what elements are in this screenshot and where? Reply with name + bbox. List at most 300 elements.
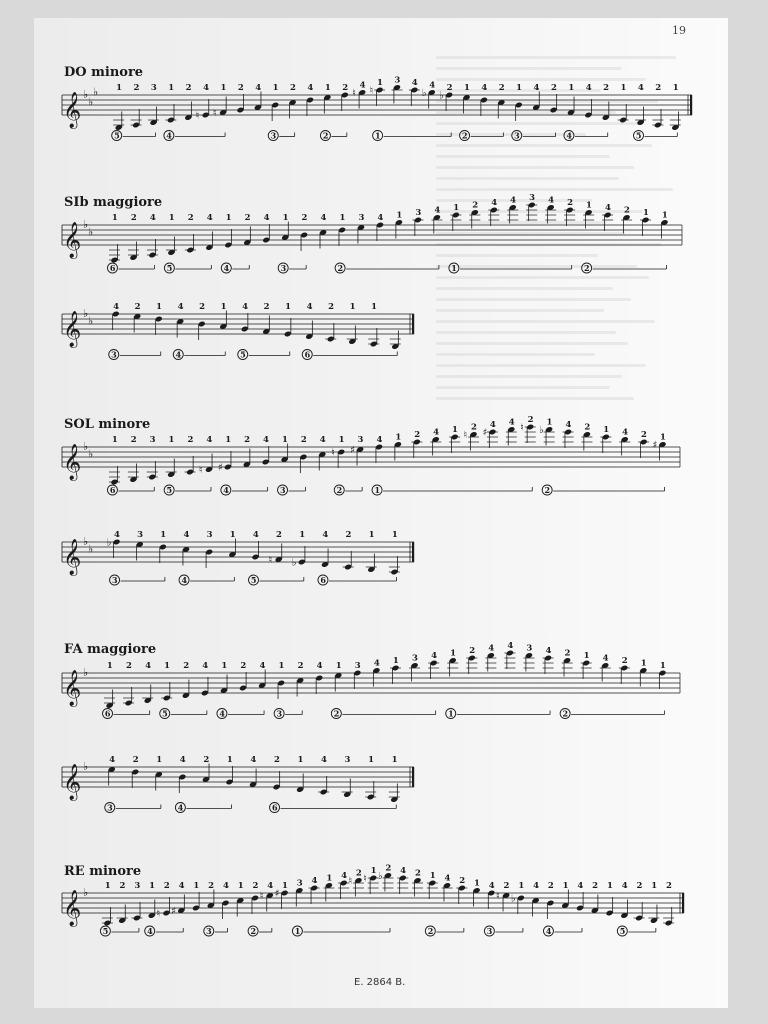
fingering-number: 2 xyxy=(237,83,244,93)
fingering-number: 3 xyxy=(206,530,213,540)
string-number: 3 xyxy=(279,485,286,495)
fingering-number: 2 xyxy=(498,83,505,93)
fingering-number: 2 xyxy=(273,755,280,765)
fingering-number: 1 xyxy=(168,213,175,223)
string-number: 5 xyxy=(240,349,246,360)
string-indication xyxy=(110,575,165,585)
string-number: 2 xyxy=(544,485,551,495)
final-barline-thick xyxy=(682,893,684,913)
fingering-number: 1 xyxy=(518,881,525,891)
fingering-number: 2 xyxy=(187,213,194,223)
fingering-number: 2 xyxy=(527,415,534,425)
fingering-number: 1 xyxy=(326,873,333,884)
fingering-number: 1 xyxy=(220,302,227,312)
fingering-number: 4 xyxy=(429,80,436,91)
section-title-do-minore: DO minore xyxy=(64,65,144,80)
fingering-number: 1 xyxy=(392,656,399,666)
fingering-number: 1 xyxy=(220,83,227,93)
string-indication xyxy=(103,709,150,719)
string-number: 5 xyxy=(619,926,626,936)
string-number: 6 xyxy=(271,802,278,813)
treble-clef-icon: 𝄞 xyxy=(63,539,82,575)
fingering-number: 4 xyxy=(255,83,262,93)
string-number: 2 xyxy=(333,708,340,719)
string-number: 1 xyxy=(451,263,457,273)
fingering-number: 2 xyxy=(328,302,335,312)
section-title-sib-maggiore: SIb maggiore xyxy=(64,195,163,210)
fingering-number: 4 xyxy=(341,871,348,881)
fingering-number: 4 xyxy=(533,881,540,891)
string-indication xyxy=(145,926,184,936)
fingering-number: 1 xyxy=(603,425,610,435)
string-indication xyxy=(100,926,139,936)
key-signature-flat-icon: ♭ xyxy=(88,314,94,328)
accidental-flat-icon: ♭ xyxy=(106,537,112,549)
string-indication xyxy=(372,485,532,495)
key-signature-flat-icon: ♭ xyxy=(83,440,89,453)
accidental-natural-icon: ♮ xyxy=(195,110,200,122)
string-number: 3 xyxy=(280,263,287,273)
accidental-flat-icon: ♭ xyxy=(510,893,516,905)
fingering-number: 2 xyxy=(603,83,610,93)
fingering-number: 1 xyxy=(377,78,383,88)
fingering-number: 2 xyxy=(550,83,557,93)
fingering-number: 4 xyxy=(489,420,496,430)
fingering-number: 1 xyxy=(193,881,200,891)
fingering-number: 1 xyxy=(297,755,304,765)
string-indication xyxy=(582,263,667,273)
fingering-number: 3 xyxy=(296,878,303,889)
fingering-number: 1 xyxy=(391,530,398,540)
string-number: 4 xyxy=(166,130,172,141)
string-indication xyxy=(238,350,290,360)
fingering-number: 2 xyxy=(126,661,132,671)
fingering-number: 1 xyxy=(396,210,403,221)
treble-clef-icon: 𝄞 xyxy=(63,670,82,706)
fingering-number: 1 xyxy=(452,425,458,435)
fingering-number: 1 xyxy=(111,435,118,445)
fingering-number: 2 xyxy=(636,881,643,891)
fingering-number: 1 xyxy=(651,881,658,891)
string-number: 2 xyxy=(336,485,343,495)
fingering-number: 2 xyxy=(297,661,304,671)
fingering-number: 1 xyxy=(116,83,123,93)
accidental-flat-icon: ♭ xyxy=(439,90,444,102)
fingering-number: 4 xyxy=(322,530,329,540)
fingering-number: 1 xyxy=(281,435,288,445)
string-number: 5 xyxy=(166,485,173,495)
staff-sol-minore-2 xyxy=(62,530,422,605)
string-number: 6 xyxy=(109,263,116,273)
fingering-number: 2 xyxy=(564,648,571,659)
fingering-number: 4 xyxy=(183,530,190,540)
fingering-number: 1 xyxy=(661,210,668,221)
string-number: 2 xyxy=(584,263,590,273)
fingering-number: 3 xyxy=(134,881,141,891)
fingering-number: 2 xyxy=(185,83,192,93)
fingering-number: 4 xyxy=(373,658,380,669)
fingering-number: 2 xyxy=(446,83,453,93)
accidental-natural-icon: ♮ xyxy=(352,88,356,99)
accidental-natural-icon: ♮ xyxy=(268,555,273,566)
accidental-natural-icon: ♮ xyxy=(156,908,161,920)
key-signature-flat-icon: ♭ xyxy=(88,95,94,109)
string-number: 2 xyxy=(461,130,468,141)
fingering-number: 4 xyxy=(637,83,644,93)
key-signature-flat-icon: ♭ xyxy=(88,542,94,556)
fingering-number: 2 xyxy=(469,646,476,656)
fingering-number: 3 xyxy=(354,661,361,671)
string-number: 2 xyxy=(562,708,569,719)
accidental-natural-icon: ♮ xyxy=(198,465,203,476)
fingering-number: 1 xyxy=(463,83,470,93)
fingering-number: 1 xyxy=(586,200,592,211)
fingering-number: 4 xyxy=(622,427,629,438)
fingering-number: 1 xyxy=(168,435,175,445)
fingering-number: 3 xyxy=(150,83,157,93)
fingering-number: 4 xyxy=(433,427,440,438)
string-indication xyxy=(248,926,272,936)
string-number: 2 xyxy=(427,926,434,936)
fingering-number: 4 xyxy=(109,755,116,765)
footer-catalog-code: E. 2864 B. xyxy=(354,977,406,988)
fingering-number: 2 xyxy=(623,205,630,216)
string-indication xyxy=(484,926,523,936)
fingering-number: 2 xyxy=(414,868,421,879)
accidental-flat-icon: ♭ xyxy=(421,88,427,99)
fingering-number: 4 xyxy=(400,866,407,876)
string-indication xyxy=(542,485,664,495)
accidental-sharp-icon: ♯ xyxy=(482,427,488,439)
fingering-number: 2 xyxy=(134,302,141,312)
string-number: 3 xyxy=(107,802,113,813)
fingering-number: 3 xyxy=(412,653,418,664)
fingering-number: 4 xyxy=(621,881,628,891)
fingering-number: 4 xyxy=(488,881,495,891)
staff-fa-maggiore-2 xyxy=(62,755,422,830)
fingering-number: 2 xyxy=(666,881,672,891)
fingering-number: 1 xyxy=(368,530,375,540)
fingering-number: 2 xyxy=(472,200,479,211)
fingering-number: 1 xyxy=(546,417,553,428)
fingering-number: 4 xyxy=(491,198,498,208)
fingering-number: 3 xyxy=(149,435,156,445)
string-number: 5 xyxy=(166,263,173,273)
string-number: 3 xyxy=(276,708,283,719)
string-indication xyxy=(292,926,390,936)
fingering-number: 1 xyxy=(339,213,346,223)
string-number: 5 xyxy=(162,708,168,719)
fingering-number: 4 xyxy=(585,83,592,93)
fingering-number: 1 xyxy=(335,661,342,671)
string-indication xyxy=(425,926,464,936)
fingering-number: 4 xyxy=(202,661,209,671)
accidental-sharp-icon: ♯ xyxy=(171,906,177,917)
string-number: 4 xyxy=(566,130,572,141)
fingering-number: 1 xyxy=(111,213,118,223)
accidental-natural-icon: ♮ xyxy=(259,891,264,902)
fingering-number: 1 xyxy=(226,755,233,765)
fingering-number: 3 xyxy=(344,755,351,765)
fingering-number: 1 xyxy=(225,435,232,445)
fingering-number: 4 xyxy=(113,302,120,312)
fingering-number: 2 xyxy=(592,881,599,891)
fingering-number: 3 xyxy=(529,193,536,203)
staff-sib-maggiore-2 xyxy=(62,302,422,375)
fingering-number: 4 xyxy=(113,530,120,540)
string-indication xyxy=(164,263,211,273)
string-number: 3 xyxy=(514,130,520,141)
fingering-number: 2 xyxy=(567,198,574,208)
section-title-sol-minore: SOL minore xyxy=(64,417,151,432)
fingering-number: 3 xyxy=(357,435,364,445)
string-number: 5 xyxy=(635,130,642,141)
string-number: 1 xyxy=(448,708,454,719)
fingering-number: 4 xyxy=(359,80,366,91)
string-indication xyxy=(446,709,550,719)
fingering-number: 2 xyxy=(300,435,307,445)
fingering-number: 1 xyxy=(450,648,457,659)
fingering-number: 4 xyxy=(431,651,437,661)
staff-do-minore xyxy=(62,75,694,146)
fingering-number: 1 xyxy=(285,302,292,312)
section-title-fa-maggiore: FA maggiore xyxy=(64,642,157,657)
fingering-number: 2 xyxy=(655,83,662,93)
string-indication xyxy=(543,926,582,936)
fingering-number: 4 xyxy=(602,653,609,664)
string-indication xyxy=(105,803,161,813)
fingering-number: 3 xyxy=(394,75,401,86)
fingering-number: 2 xyxy=(133,83,140,93)
fingering-number: 2 xyxy=(119,881,126,891)
fingering-number: 1 xyxy=(672,83,679,93)
fingering-number: 2 xyxy=(203,755,210,765)
final-barline-thick xyxy=(412,767,414,787)
fingering-number: 2 xyxy=(584,422,591,433)
fingering-number: 2 xyxy=(208,881,215,891)
fingering-number: 1 xyxy=(168,83,175,93)
key-signature-flat-icon: ♭ xyxy=(88,447,94,461)
fingering-number: 4 xyxy=(510,195,517,206)
string-number: 4 xyxy=(545,926,552,936)
string-number: 4 xyxy=(175,349,182,360)
fingering-number: 4 xyxy=(203,83,209,93)
fingering-number: 4 xyxy=(222,881,229,891)
fingering-number: 2 xyxy=(263,302,270,312)
string-indication xyxy=(109,350,161,360)
fingering-number: 4 xyxy=(263,435,269,445)
fingering-number: 1 xyxy=(278,661,285,671)
fingering-number: 1 xyxy=(149,881,156,891)
fingering-number: 4 xyxy=(507,641,514,651)
fingering-number: 4 xyxy=(206,213,213,223)
fingering-number: 2 xyxy=(503,881,510,891)
fingering-number: 1 xyxy=(659,661,666,671)
fingering-number: 1 xyxy=(568,83,575,93)
fingering-number: 1 xyxy=(237,881,244,891)
string-indication xyxy=(331,709,435,719)
string-number: 1 xyxy=(375,130,381,141)
fingering-number: 4 xyxy=(145,661,151,671)
fingering-number: 1 xyxy=(453,203,460,213)
string-number: 2 xyxy=(322,130,329,141)
fingering-number: 1 xyxy=(104,881,111,891)
string-indication xyxy=(249,575,304,585)
fingering-number: 4 xyxy=(179,755,186,765)
fingering-number: 1 xyxy=(391,755,398,765)
fingering-number: 4 xyxy=(548,195,555,206)
string-indication xyxy=(512,131,556,141)
string-indication xyxy=(107,485,154,495)
fingering-number: 1 xyxy=(640,658,647,669)
fingering-number: 2 xyxy=(252,881,259,891)
key-signature-flat-icon: ♭ xyxy=(83,88,89,101)
accidental-flat-icon: ♭ xyxy=(378,871,383,882)
string-indication xyxy=(274,709,302,719)
string-indication xyxy=(302,350,397,360)
fingering-number: 2 xyxy=(641,430,647,440)
string-number: 4 xyxy=(181,575,188,585)
string-indication xyxy=(617,926,656,936)
fingering-number: 2 xyxy=(244,213,251,223)
fingering-number: 1 xyxy=(474,878,480,889)
accidental-natural-icon: ♮ xyxy=(363,873,367,885)
string-indication xyxy=(278,263,306,273)
fingering-number: 2 xyxy=(132,755,139,765)
fingering-number: 2 xyxy=(385,863,392,874)
string-number: 5 xyxy=(250,575,257,585)
accidental-sharp-icon: ♯ xyxy=(350,445,355,456)
key-signature-flat-icon: ♭ xyxy=(83,886,89,899)
final-barline-thick xyxy=(412,542,414,562)
string-number: 2 xyxy=(337,263,344,273)
fingering-number: 4 xyxy=(306,302,313,312)
string-indication xyxy=(107,263,154,273)
fingering-number: 2 xyxy=(621,656,628,666)
string-indication xyxy=(221,263,249,273)
page-number: 19 xyxy=(672,24,686,37)
fingering-number: 1 xyxy=(370,866,377,876)
fingering-number: 1 xyxy=(516,83,523,93)
fingering-number: 1 xyxy=(272,83,279,93)
string-indication xyxy=(334,485,362,495)
section-title-re-minore: RE minore xyxy=(64,864,142,879)
fingering-number: 4 xyxy=(565,420,572,430)
string-indication xyxy=(373,131,452,141)
fingering-number: 4 xyxy=(444,873,451,884)
string-indication xyxy=(173,350,225,360)
string-number: 4 xyxy=(219,708,225,719)
fingering-number: 1 xyxy=(338,435,345,445)
fingering-number: 2 xyxy=(240,661,247,671)
fingering-number: 3 xyxy=(137,530,144,540)
fingering-number: 1 xyxy=(282,213,289,223)
fingering-number: 2 xyxy=(187,435,194,445)
fingering-number: 4 xyxy=(411,78,418,88)
string-indication xyxy=(634,131,678,141)
string-number: 4 xyxy=(223,485,229,495)
string-indication xyxy=(270,803,397,813)
string-indication xyxy=(179,575,234,585)
string-number: 1 xyxy=(294,926,301,936)
string-indication xyxy=(460,131,504,141)
string-indication xyxy=(268,131,294,141)
fingering-number: 1 xyxy=(349,302,356,312)
fingering-number: 1 xyxy=(606,881,613,891)
string-number: 4 xyxy=(223,263,230,273)
fingering-number: 4 xyxy=(178,881,185,891)
fingering-number: 3 xyxy=(415,208,422,218)
string-indication xyxy=(560,709,664,719)
fingering-number: 1 xyxy=(324,83,331,93)
fingering-number: 1 xyxy=(225,213,232,223)
fingering-number: 4 xyxy=(320,213,327,223)
treble-clef-icon: 𝄞 xyxy=(63,222,82,258)
string-indication xyxy=(320,131,346,141)
string-indication xyxy=(564,131,608,141)
fingering-number: 2 xyxy=(163,881,170,891)
fingering-number: 2 xyxy=(342,83,349,93)
fingering-number: 1 xyxy=(221,661,228,671)
string-indication xyxy=(175,803,231,813)
accidental-sharp-icon: ♯ xyxy=(274,888,280,900)
fingering-number: 1 xyxy=(620,83,627,93)
fingering-number: 4 xyxy=(377,213,384,223)
string-number: 3 xyxy=(486,926,493,936)
fingering-number: 4 xyxy=(316,661,323,671)
fingering-number: 4 xyxy=(252,530,259,540)
key-signature-flat-icon: ♭ xyxy=(93,85,99,99)
fingering-number: 1 xyxy=(229,530,236,540)
accidental-natural-icon: ♮ xyxy=(348,876,353,887)
fingering-number: 1 xyxy=(562,881,569,891)
paper-sheet xyxy=(34,18,728,1008)
key-signature-flat-icon: ♭ xyxy=(88,225,94,239)
accidental-flat-icon: ♭ xyxy=(291,557,297,569)
fingering-number: 2 xyxy=(355,868,362,879)
fingering-number: 2 xyxy=(290,83,296,93)
treble-clef-icon: 𝄞 xyxy=(63,444,82,480)
key-signature-flat-icon: ♭ xyxy=(83,666,89,679)
string-indication xyxy=(164,131,225,141)
fingering-number: 1 xyxy=(368,755,375,765)
accidental-natural-icon: ♮ xyxy=(520,422,524,434)
string-number: 6 xyxy=(304,349,311,360)
fingering-number: 4 xyxy=(311,876,318,886)
fingering-number: 3 xyxy=(526,643,533,654)
fingering-number: 2 xyxy=(276,530,282,540)
fingering-number: 1 xyxy=(642,208,649,218)
fingering-number: 1 xyxy=(160,530,167,540)
treble-clef-icon: 𝄞 xyxy=(63,764,82,800)
string-number: 6 xyxy=(320,575,326,585)
fingering-number: 4 xyxy=(434,205,441,216)
string-indication xyxy=(160,709,207,719)
fingering-number: 2 xyxy=(470,422,477,433)
fingering-number: 1 xyxy=(659,432,666,443)
accidental-sharp-icon: ♯ xyxy=(652,440,658,451)
fingering-number: 4 xyxy=(263,213,270,223)
string-number: 3 xyxy=(111,575,118,585)
fingering-number: 2 xyxy=(301,213,308,223)
fingering-number: 4 xyxy=(259,661,266,671)
fingering-number: 2 xyxy=(459,876,466,886)
fingering-number: 4 xyxy=(250,755,257,765)
fingering-number: 1 xyxy=(299,530,306,540)
string-indication xyxy=(204,926,228,936)
string-indication xyxy=(221,485,268,495)
fingering-number: 4 xyxy=(545,646,552,656)
